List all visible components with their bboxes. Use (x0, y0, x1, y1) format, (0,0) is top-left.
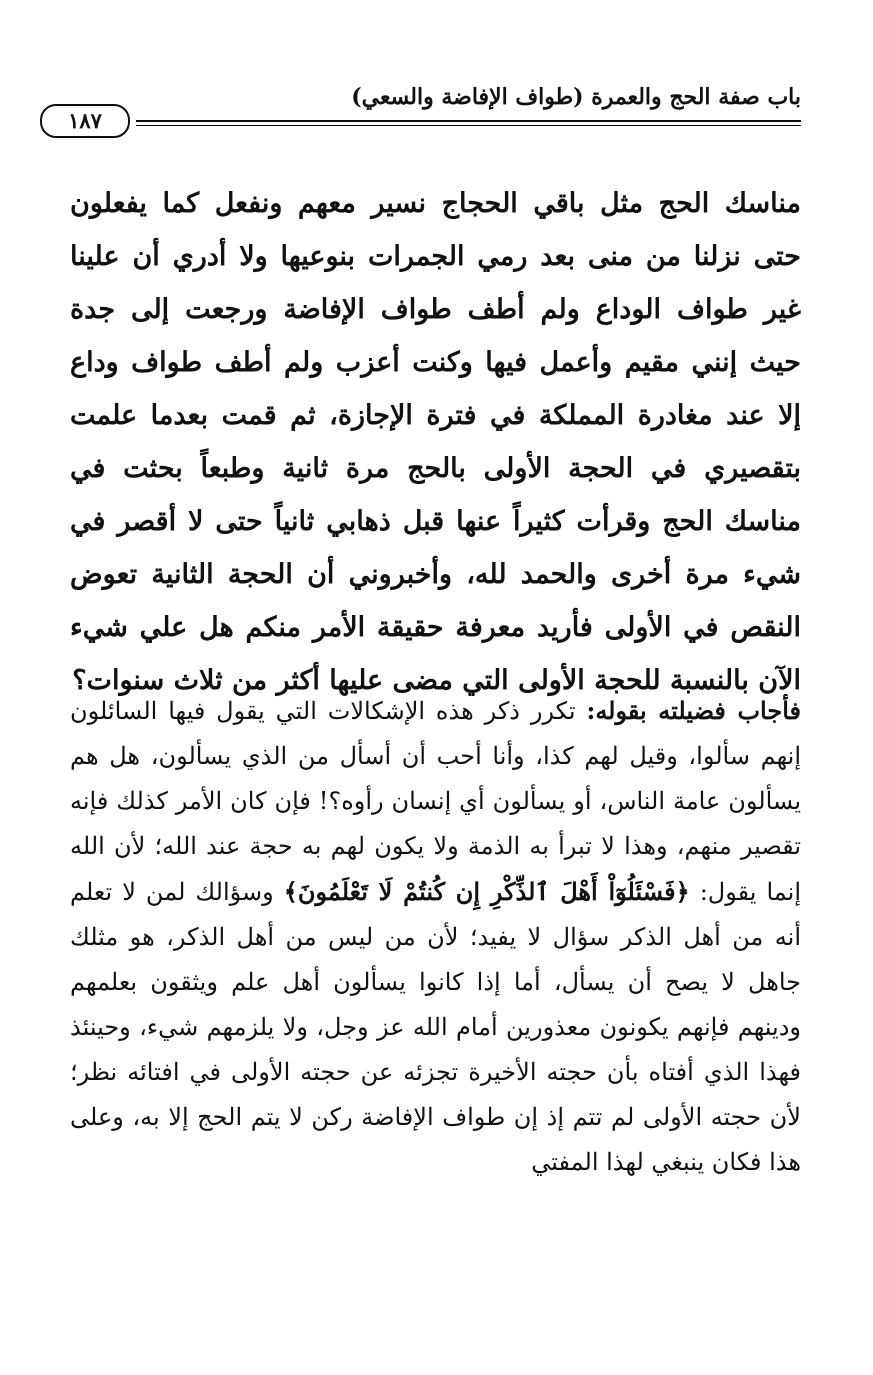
answer-part-1: تكرر ذكر هذه الإشكالات التي يقول فيها السائلون إنهم سألوا، وقيل لهم كذا، وأنا أحب أن أسأل من الذي يسألون، هل هم يسألون عامة الناس، أو يسألون أي إنسان رأوه؟! فإن كان الأمر كذلك فإنه تقصير منهم، وهذا لا تبرأ به الذمة ولا يكون لهم به حجة عند الله؛ لأن الله إنما يقول: (70, 697, 801, 906)
question-text: مناسك الحج مثل باقي الحجاج نسير معهم ونفعل كما يفعلون حتى نزلنا من منى بعد رمي الجمرات بنوعيها ولا أدري أن علينا غير طواف الوداع ولم أطف طواف الإفاضة ورجعت إلى جدة حيث إنني مقيم وأعمل فيها وكنت أعزب ولم أطف طواف وداع إلا عند مغادرة المملكة في فترة الإجازة، ثم قمت بعدما علمت بتقصيري في الحجة الأولى بالحج مرة ثانية وطبعاً بحثت في مناسك الحج وقرأت كثيراً عنها قبل ذهابي ثانياً حتى لا أقصر في شيء مرة أخرى والحمد لله، وأخبروني أن الحجة الثانية تعوض النقص في الأولى فأريد معرفة حقيقة الأمر منكم هل علي شيء الآن بالنسبة للحجة الأولى التي مضى عليها أكثر من ثلاث سنوات؟ (70, 188, 801, 696)
answer-part-2: وسؤالك لمن لا تعلم أنه من أهل الذكر سؤال لا يفيد؛ لأن من ليس من أهل الذكر، هو مثلك جاهل لا يصح أن يسأل، أما إذا كانوا يسألون أهل علم ويثقون بعلمهم ودينهم فإنهم يكونون معذورين أمام الله عز وجل، ولا يلزمهم شيء، وحينئذ فهذا الذي أفتاه بأن حجته الأخيرة تجزئه عن حجته الأولى في افتائه نظر؛ لأن حجته الأولى لم تتم إذ إن طواف الإفاضة ركن لا يتم الحج إلا به، وعلى هذا فكان ينبغي لهذا المفتي (70, 878, 801, 1176)
answer-lead: فأجاب فضيلته بقوله: (586, 696, 801, 725)
header-rule (136, 120, 801, 126)
answer-text (70, 688, 801, 1185)
chapter-title: باب صفة الحج والعمرة (طواف الإفاضة والسعي) (351, 84, 801, 110)
page-number: ١٨٧ (40, 104, 130, 138)
quran-verse: ﴿فَسْئَلُوٓاْ أَهْلَ ٱلذِّكْرِ إِن كُنتُمْ لَا تَعْلَمُونَ﴾ (283, 877, 690, 906)
page-header (40, 84, 801, 144)
